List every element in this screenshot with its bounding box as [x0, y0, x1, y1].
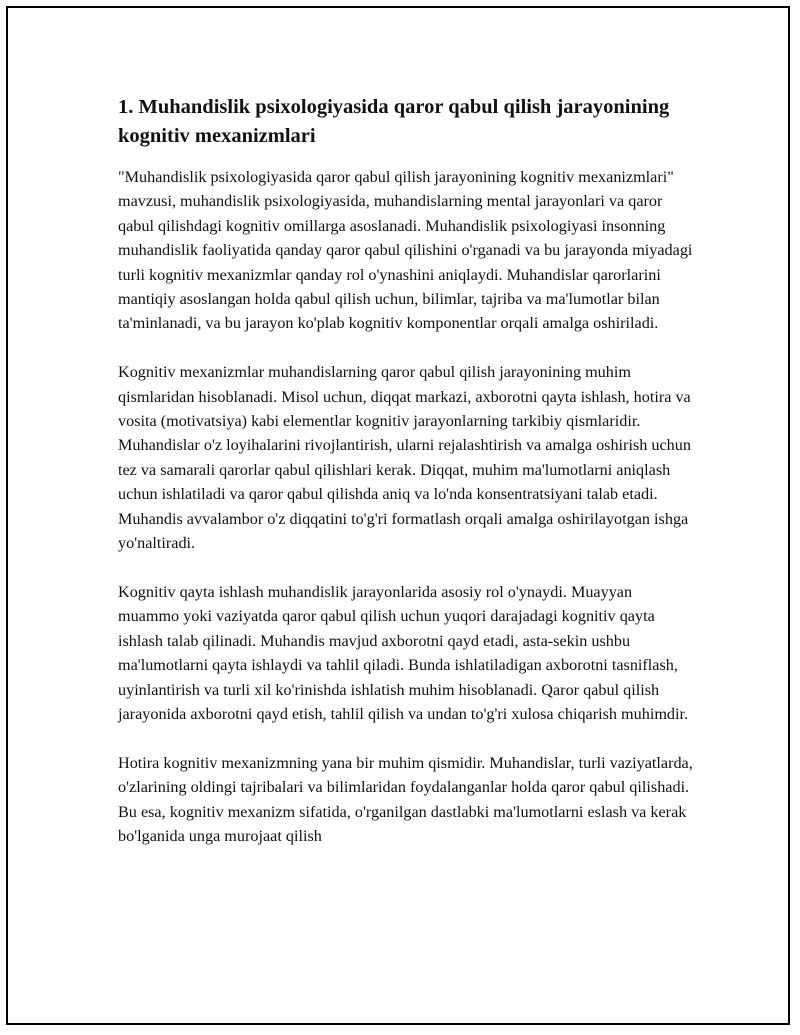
paragraph-3: Kognitiv qayta ishlash muhandislik jarayonlarida asosiy rol o'ynaydi. Muayyan muammo yoki vaziyatda qaror qabul qilish uchun yuqori darajadagi kognitiv qayta ishlash talab qilinadi. Muhandis mavjud axborotni qayd etadi, asta-sekin ushbu ma'lumotlarni qayta ishlaydi va tahlil qiladi. Bunda ishlatiladigan axborotni tasniflash, uyinlantirish va turli xil ko'rinishda ishlatish muhim hisoblanadi. Qaror qabul qilish jarayonida axborotni qayd etish, tahlil qilish va undan to'g'ri xulosa chiqarish muhimdir. — [118, 582, 689, 723]
paragraph-4: Hotira kognitiv mexanizmning yana bir muhim qismidir. Muhandislar, turli vaziyatlarda, o'zlarining oldingi tajribalari va bilimlaridan foydalanganlar holda qaror qabul qilishadi. Bu esa, kognitiv mexanizm sifatida, o'rganilgan dastlabki ma'lumotlarni eslash va kerak bo'lganida unga murojaat qilish — [118, 753, 693, 845]
document-body — [118, 93, 693, 873]
paragraph-1: "Muhandislik psixologiyasida qaror qabul qilish jarayonining kognitiv mexanizmlari" mavzusi, muhandislik psixologiyasida, muhandislarning mental jarayonlari va qaror qabul qilishdagi kognitiv omillarga asoslanadi. Muhandislik psixologiyasi insonning muhandislik faoliyatida qanday qaror qabul qilishini o'rganadi va bu jarayonda miyadagi turli kognitiv mexanizmlar qanday rol o'ynashini aniqlaydi. Muhandislar qarorlarini mantiqiy asoslangan holda qabul qilish uchun, bilimlar, tajriba va ma'lumotlar bilan ta'minlanadi, va bu jarayon ko'plab kognitiv komponentlar orqali amalga oshiriladi. — [118, 168, 693, 333]
section-heading: 1. Muhandislik psixologiyasida qaror qabul qilish jarayonining kognitiv mexanizmlari — [118, 96, 670, 147]
paragraph-2: Kognitiv mexanizmlar muhandislarning qaror qabul qilish jarayonining muhim qismlaridan hisoblanadi. Misol uchun, diqqat markazi, axborotni qayta ishlash, hotira va vosita (motivatsiya) kabi elementlar kognitiv jarayonlarning tarkibiy qismlaridir. Muhandislar o'z loyihalarini rivojlantirish, ularni rejalashtirish va amalga oshirish uchun tez va samarali qarorlar qabul qilishlari kerak. Diqqat, muhim ma'lumotlarni aniqlash uchun ishlatiladi va qaror qabul qilishda aniq va lo'nda konsentratsiyani talab etadi. Muhandis avvalambor o'z diqqatini to'g'ri formatlash orqali amalga oshirilayotgan ishga yo'naltiradi. — [118, 363, 691, 553]
